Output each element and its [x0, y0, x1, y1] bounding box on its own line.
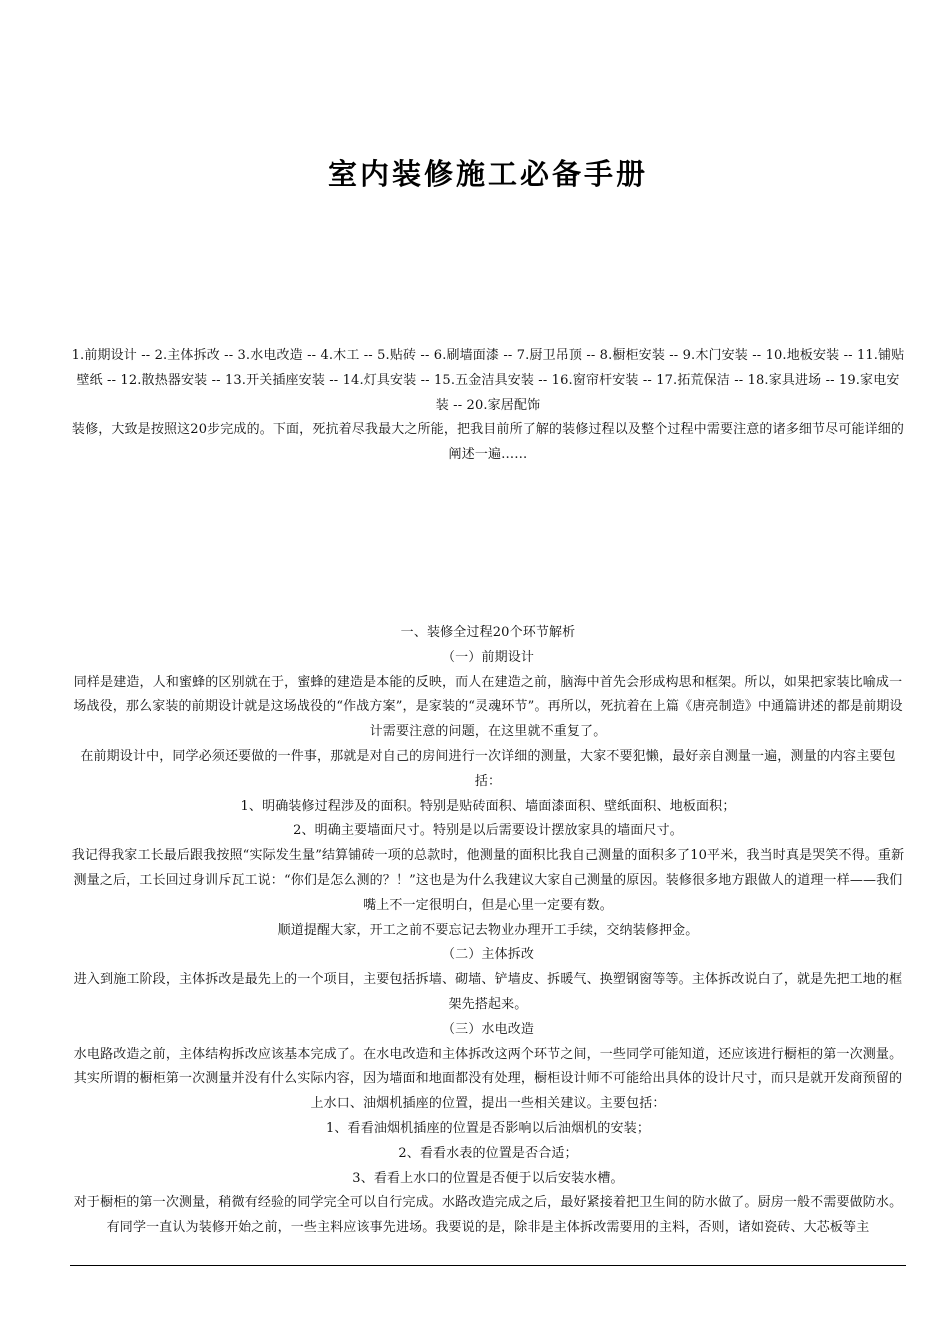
list-item: 1、明确装修过程涉及的面积。特别是贴砖面积、墙面漆面积、壁纸面积、地板面积； — [240, 798, 736, 814]
body-paragraph: 顺道提醒大家，开工之前不要忘记去物业办理开工手续，交纳装修押金。 — [277, 922, 699, 938]
body-paragraph: 我记得我家工长最后跟我按照“实际发生量”结算铺砖一项的总款时，他测量的面积比我自己测量的面积多了10平米，我当时真是哭笑不得。重新测量之后，工长回过身训斥瓦工说：“你们是怎么测的？！”这也是为什么我建议大家自己测量的原因。装修很多地方跟做人的道理一样——我们嘴上不一定很明白，但是心里一定要有数。 — [71, 848, 905, 913]
subsection-heading-plumbing-electrical: （三）水电改造 — [441, 1021, 535, 1037]
list-item: 2、看看水表的位置是否合适； — [398, 1145, 578, 1161]
document-title: 室内装修施工必备手册 — [327, 157, 648, 191]
body-paragraph: 在前期设计中，同学必须还要做的一件事，那就是对自己的房间进行一次详细的测量，大家不要犯懒，最好亲自测量一遍，测量的内容主要包括： — [80, 748, 896, 789]
document-body — [70, 621, 906, 1241]
steps-list-paragraph: 1.前期设计 -- 2.主体拆改 -- 3.水电改造 -- 4.木工 -- 5.贴砖 -- 6.刷墙面漆 -- 7.厨卫吊顶 -- 8.橱柜安装 -- 9.木门安装 -- 10.地板安装 -- 11.铺贴壁纸 -- 12.散热器安装 -- 13.开关插座安装 -- 14.灯具安装 -- 15.五金洁具安装 -- 16.窗帘杆安装 -- 17.拓荒保洁 -- 18.家具进场 -- 19.家电安装 -- 20.家居配饰 — [71, 348, 905, 413]
body-paragraph-partial: 有同学一直认为装修开始之前，一些主料应该事先进场。我要说的是，除非是主体拆改需要用的主料，否则，诸如瓷砖、大芯板等主 — [106, 1220, 870, 1236]
body-paragraph: 进入到施工阶段，主体拆改是最先上的一个项目，主要包括拆墙、砌墙、铲墙皮、拆暖气、换塑钢窗等等。主体拆改说白了，就是先把工地的框架先搭起来。 — [73, 972, 903, 1012]
body-paragraph: 对于橱柜的第一次测量，稍微有经验的同学完全可以自行完成。水路改造完成之后，最好紧接着把卫生间的防水做了。厨房一般不需要做防水。 — [73, 1195, 903, 1211]
body-paragraph: 水电路改造之前，主体结构拆改应该基本完成了。在水电改造和主体拆改这两个环节之间，一些同学可能知道，还应该进行橱柜的第一次测量。其实所谓的橱柜第一次测量并没有什么实际内容，因为墙面和地面都没有处理，橱柜设计师不可能给出具体的设计尺寸，而只是就开发商预留的上水口、油烟机插座的位置，提出一些相关建议。主要包括： — [73, 1046, 903, 1112]
subsection-heading-design: （一）前期设计 — [441, 649, 535, 665]
list-item: 1、看看油烟机插座的位置是否影响以后油烟机的安装； — [325, 1120, 651, 1136]
section-heading: 一、装修全过程20个环节解析 — [400, 625, 576, 640]
intro-section — [70, 344, 906, 468]
body-paragraph: 同样是建造，人和蜜蜂的区别就在于，蜜蜂的建造是本能的反映，而人在建造之前，脑海中首先会形成构思和框架。所以，如果把家装比喻成一场战役，那么家装的前期设计就是这场战役的“作战方案”，是家装的“灵魂环节”。再所以，死抗着在上篇《唐亮制造》中通篇讲述的都是前期设计需要注意的问题，在这里就不重复了。 — [73, 674, 903, 740]
page-bottom-rule — [70, 1265, 906, 1266]
subsection-heading-demolition: （二）主体拆改 — [441, 947, 535, 963]
intro-summary-paragraph: 装修，大致是按照这20步完成的。下面，死抗着尽我最大之所能，把我目前所了解的装修过程以及整个过程中需要注意的诸多细节尽可能详细的阐述一遍…… — [71, 422, 905, 463]
list-item: 2、明确主要墙面尺寸。特别是以后需要设计摆放家具的墙面尺寸。 — [293, 823, 683, 839]
document-page — [70, 0, 906, 1344]
list-item: 3、看看上水口的位置是否便于以后安装水槽。 — [352, 1170, 624, 1186]
